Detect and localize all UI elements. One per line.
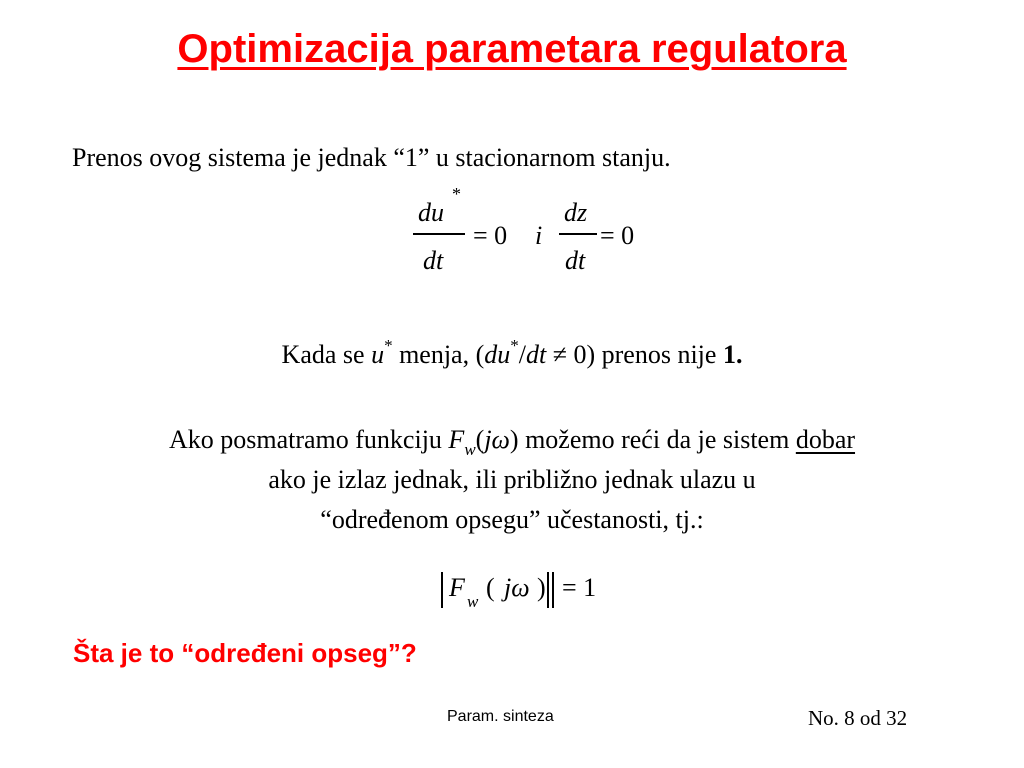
paragraph-line-2: ako je izlaz jednak, ili približno jednak ulazu u (268, 465, 756, 494)
frac-right-numerator: dz (564, 198, 588, 227)
eq2-paren-close: ) (537, 573, 546, 602)
frac-left-numerator: du (418, 198, 444, 227)
slide-title (0, 27, 1024, 72)
eq2-jw: jω (504, 573, 530, 602)
change-text-2: menja, ( (392, 340, 485, 369)
para-text-3: ) možemo reći da je sistem (509, 425, 796, 454)
change-text-3: ≠ 0) prenos nije (546, 340, 723, 369)
paragraph-line-3: “određenom opsegu” učestanosti, tj.: (320, 505, 704, 534)
eq2-rhs: = 1 (562, 573, 597, 602)
footer-topic: Param. sinteza (447, 708, 554, 725)
abs-bar-left (441, 572, 443, 608)
frac-left-line (413, 233, 465, 235)
frac-left-superscript: * (452, 184, 461, 204)
frac-left-denominator: dt (423, 246, 444, 275)
var-F: F (448, 425, 465, 454)
slide-title-text: Optimizacija parametara regulatora (177, 27, 847, 71)
eq2-w-sub: w (467, 592, 479, 611)
change-text-1: Kada se (281, 340, 372, 369)
slash: / (518, 340, 526, 369)
frac-right-denominator: dt (565, 246, 586, 275)
equals-left: = 0 (473, 221, 508, 250)
intro-line: Prenos ovog sistema je jednak “1” u stacionarnom stanju. (72, 143, 671, 172)
para-text-1: Ako posmatramo funkciju (168, 425, 449, 454)
question-text: Šta je to “određeni opseg”? (73, 638, 417, 668)
abs-bar-inner (547, 572, 549, 608)
word-dobar: dobar (795, 425, 856, 454)
frac-right-line (559, 233, 597, 235)
var-dt: dt (525, 340, 547, 369)
change-statement (0, 336, 1024, 373)
equals-right: = 0 (600, 221, 635, 250)
var-jw: jω (484, 425, 510, 454)
eq2-paren-open: ( (486, 573, 495, 602)
abs-bar-right (552, 572, 554, 608)
footer-page-number: No. 8 od 32 (808, 706, 908, 730)
eq2-F: F (449, 573, 465, 602)
bold-one: 1. (722, 340, 743, 369)
para-text-2: ( (475, 425, 485, 454)
var-du-sup: * (510, 336, 519, 355)
paragraph-line-1 (0, 425, 1024, 458)
connector-i: i (535, 221, 543, 250)
var-u-sup: * (384, 336, 393, 355)
var-u: u (371, 340, 385, 369)
var-du: du (484, 340, 511, 369)
var-F-sub: w (464, 440, 476, 459)
